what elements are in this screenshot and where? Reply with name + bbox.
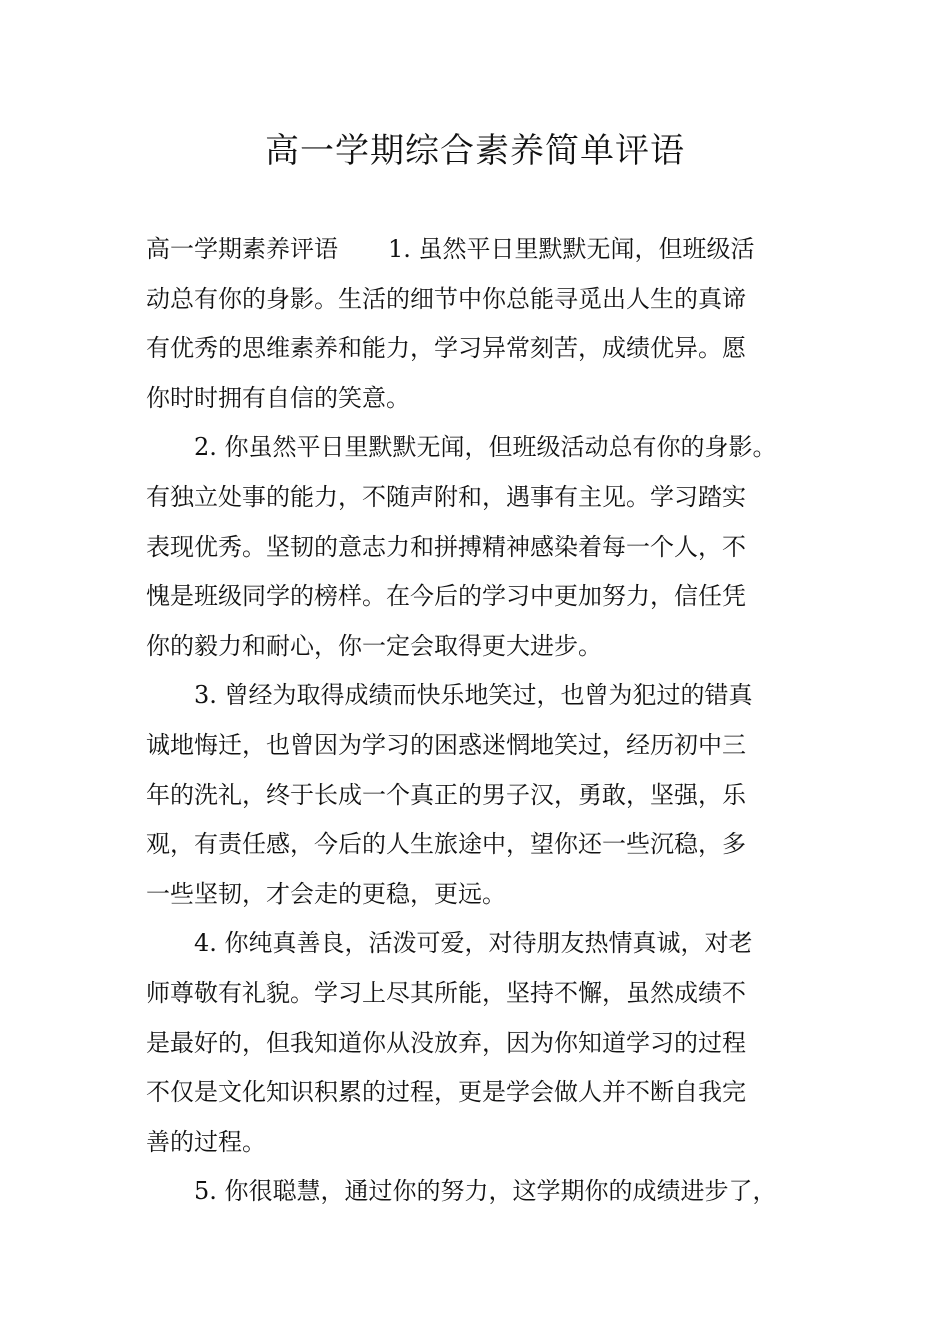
text-line: 师尊敬有礼貌。学习上尽其所能，坚持不懈，虽然成绩不 [146,978,746,1007]
document-body [146,225,826,1217]
text-line: 年的洗礼，终于长成一个真正的男子汉，勇敢，坚强，乐 [146,780,746,809]
text-line: 你的毅力和耐心，你一定会取得更大进步。 [146,631,602,660]
text-line: 动总有你的身影。生活的细节中你总能寻觅出人生的真谛 [146,284,746,313]
text-line: 2. 你虽然平日里默默无闻，但班级活动总有你的身影。 [194,433,777,462]
paragraph-1 [146,225,826,423]
paragraph-2 [146,423,826,671]
text-line: 4. 你纯真善良，活泼可爱，对待朋友热情真诚，对老 [194,929,753,958]
text-line: 善的过程。 [146,1127,266,1156]
text-line: 3. 曾经为取得成绩而快乐地笑过，也曾为犯过的错真 [194,681,753,710]
document-title: 高一学期综合素养简单评语 [265,131,685,171]
text-line: 有优秀的思维素养和能力，学习异常刻苦，成绩优异。愿 [146,334,746,363]
text-line: 是最好的，但我知道你从没放弃，因为你知道学习的过程 [146,1028,746,1057]
intro-label: 高一学期素养评语 [146,235,338,263]
paragraph-5 [146,1167,826,1217]
text-line: 观，有责任感，今后的人生旅途中，望你还一些沉稳，多 [146,830,746,859]
text-line: 表现优秀。坚韧的意志力和拼搏精神感染着每一个人，不 [146,532,746,561]
text-line: 不仅是文化知识积累的过程，更是学会做人并不断自我完 [146,1078,746,1107]
text-line: 5. 你很聪慧，通过你的努力，这学期你的成绩进步了， [194,1177,777,1206]
text-line: 一些坚韧，才会走的更稳，更远。 [146,879,506,908]
text-line: 你时时拥有自信的笑意。 [146,383,410,412]
text-line: 愧是班级同学的榜样。在今后的学习中更加努力，信任凭 [146,582,746,611]
paragraph-4 [146,919,826,1167]
paragraph-3 [146,671,826,919]
text-line: 诚地悔迁，也曾因为学习的困惑迷惘地笑过，经历初中三 [146,730,746,759]
text-line [146,225,826,275]
text-line: 有独立处事的能力，不随声附和，遇事有主见。学习踏实 [146,482,746,511]
text-line-content: 1. 虽然平日里默默无闻，但班级活 [388,235,755,263]
